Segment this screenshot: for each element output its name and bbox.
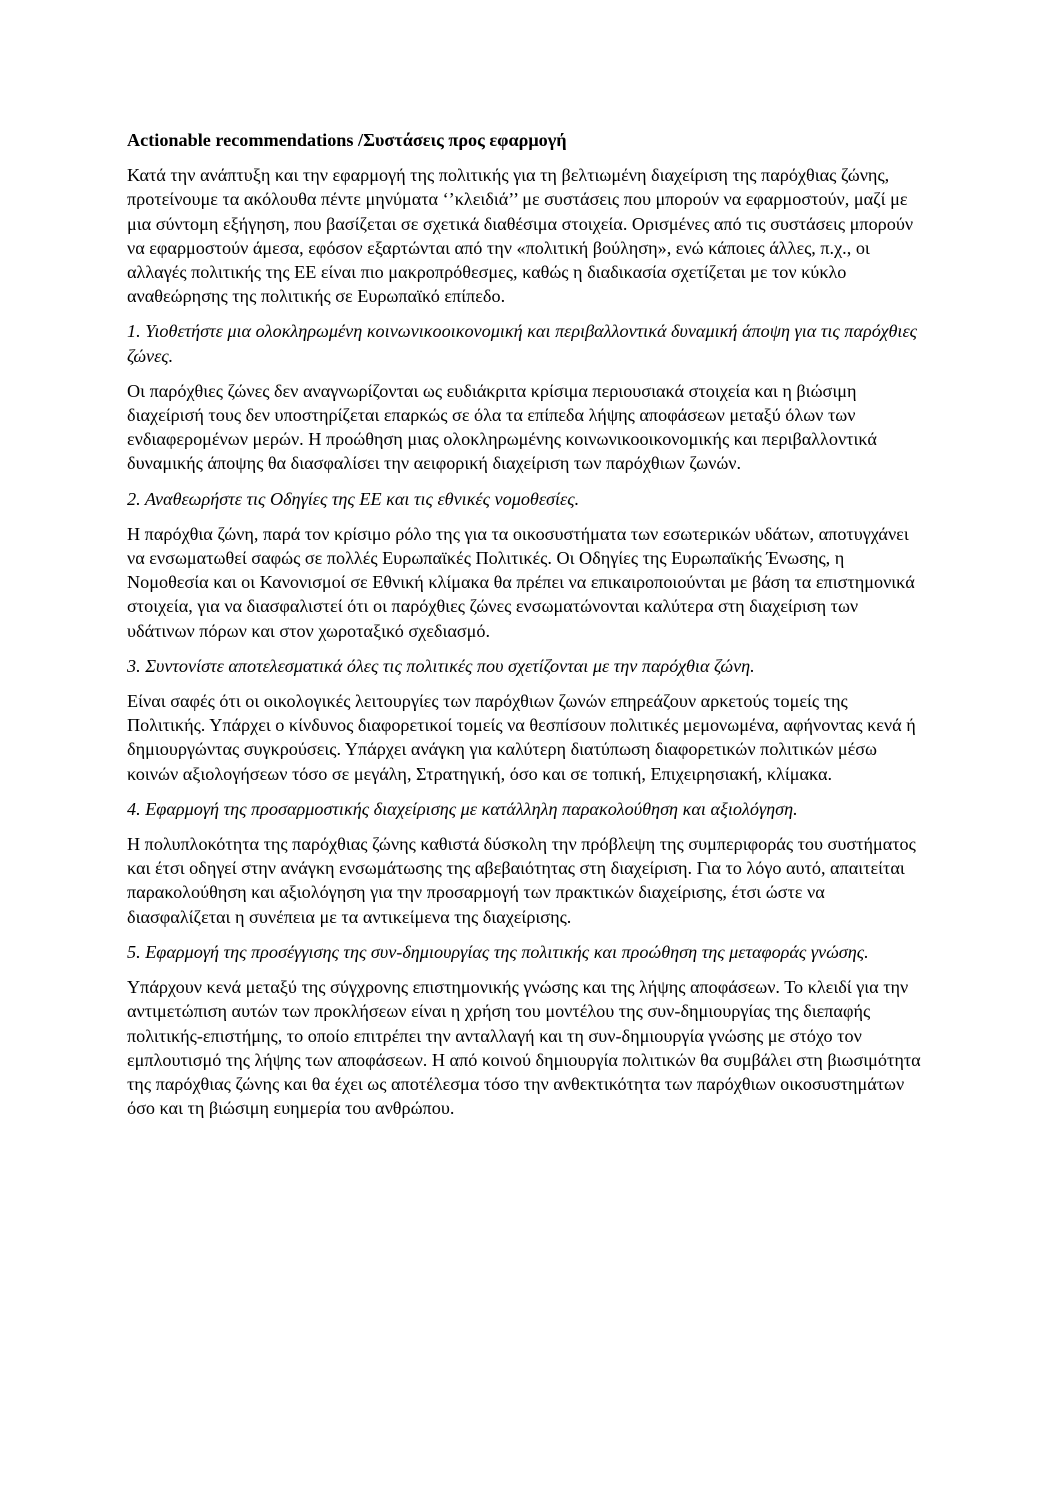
- document-content: [127, 128, 927, 1131]
- section-heading: 3. Συντονίστε αποτελεσματικά όλες τις πολιτικές που σχετίζονται με την παρόχθια ζώνη.: [127, 655, 755, 676]
- section-heading: 4. Εφαρμογή της προσαρμοστικής διαχείρισης με κατάλληλη παρακολούθηση και αξιολόγηση.: [127, 798, 798, 819]
- section-heading: 1. Υιοθετήστε μια ολοκληρωμένη κοινωνικοοικονομική και περιβαλλοντικά δυναμική άποψη για τις παρόχθιες ζώνες.: [127, 321, 918, 366]
- section-heading: 5. Εφαρμογή της προσέγγισης της συν-δημιουργίας της πολιτικής και προώθηση της μεταφοράς γνώσης.: [127, 941, 869, 962]
- section-5: [127, 940, 927, 1120]
- section-body: Η πολυπλοκότητα της παρόχθιας ζώνης καθιστά δύσκολη την πρόβλεψη της συμπεριφοράς του συστήματος και έτσι οδηγεί στην ανάγκη ενσωμάτωσης της αβεβαιότητας στη διαχείριση. Για το λόγο αυτό, απαιτείται παρακολούθηση και αξιολόγηση για την προσαρμογή των πρακτικών διαχείρισης, έτσι ώστε να διασφαλίζεται η συνέπεια με τα αντικείμενα της διαχείρισης.: [127, 834, 916, 927]
- section-heading: 2. Αναθεωρήστε τις Οδηγίες της ΕΕ και τις εθνικές νομοθεσίες.: [127, 488, 580, 509]
- section-2: [127, 487, 927, 643]
- document-title: Actionable recommendations /Συστάσεις προς εφαρμογή: [127, 130, 567, 150]
- section-3: [127, 654, 927, 786]
- section-1: [127, 319, 927, 475]
- section-body: Είναι σαφές ότι οι οικολογικές λειτουργίες των παρόχθιων ζωνών επηρεάζουν αρκετούς τομείς της Πολιτικής. Υπάρχει ο κίνδυνος διαφορετικοί τομείς να θεσπίσουν πολιτικές μεμονωμένα, αφήνοντας κενά ή δημιουργώντας συγκρούσεις. Υπάρχει ανάγκη για καλύτερη διατύπωση διαφορετικών πολιτικών μέσω κοινών αξιολογήσεων τόσο σε μεγάλη, Στρατηγική, όσο και σε τοπική, Επιχειρησιακή, κλίμακα.: [127, 691, 916, 784]
- section-body: Η παρόχθια ζώνη, παρά τον κρίσιμο ρόλο της για τα οικοσυστήματα των εσωτερικών υδάτων, αποτυγχάνει να ενσωματωθεί σαφώς σε πολλές Ευρωπαϊκές Πολιτικές. Οι Οδηγίες της Ευρωπαϊκής Ένωσης, η Νομοθεσία και οι Κανονισμοί σε Εθνική κλίμακα θα πρέπει να επικαιροποιούνται με βάση τα επιστημονικά στοιχεία, για να διασφαλιστεί ότι οι παρόχθιες ζώνες ενσωματώνονται καλύτερα στη διαχείριση των υδάτινων πόρων και στον χωροταξικό σχεδιασμό.: [127, 523, 915, 641]
- section-body: Οι παρόχθιες ζώνες δεν αναγνωρίζονται ως ευδιάκριτα κρίσιμα περιουσιακά στοιχεία και η βιώσιμη διαχείρισή τους δεν υποστηρίζεται επαρκώς σε όλα τα επίπεδα λήψης αποφάσεων μεταξύ όλων των ενδιαφερομένων μερών. Η προώθηση μιας ολοκληρωμένης κοινωνικοοικονομικής και περιβαλλοντικά δυναμικής άποψης θα διασφαλίσει την αειφορική διαχείριση των παρόχθιων ζωνών.: [127, 380, 877, 474]
- section-body: Υπάρχουν κενά μεταξύ της σύγχρονης επιστημονικής γνώσης και της λήψης αποφάσεων. Το κλειδί για την αντιμετώπιση αυτών των προκλήσεων είναι η χρήση του μοντέλου της συν-δημιουργίας της διεπαφής πολιτικής-επιστήμης, το οποίο επιτρέπει την ανταλλαγή και τη συν-δημιουργία γνώσης με στόχο τον εμπλουτισμό της λήψης των αποφάσεων. Η από κοινού δημιουργία πολιτικών θα συμβάλει στη βιωσιμότητα της παρόχθιας ζώνης και θα έχει ως αποτέλεσμα τόσο την ανθεκτικότητα των παρόχθιων οικοσυστημάτων όσο και τη βιώσιμη ευημερία του ανθρώπου.: [127, 977, 921, 1119]
- section-4: [127, 797, 927, 929]
- intro-paragraph: Κατά την ανάπτυξη και την εφαρμογή της πολιτικής για τη βελτιωμένη διαχείριση της παρόχθιας ζώνης, προτείνουμε τα ακόλουθα πέντε μηνύματα ‘’κλειδιά’’ με συστάσεις που μπορούν να εφαρμοστούν, μαζί με μια σύντομη εξήγηση, που βασίζεται σε σχετικά διαθέσιμα στοιχεία. Ορισμένες από τις συστάσεις μπορούν να εφαρμοστούν άμεσα, εφόσον εξαρτώνται από την «πολιτική βούληση», ενώ κάποιες άλλες, π.χ., οι αλλαγές πολιτικής της ΕΕ είναι πιο μακροπρόθεσμες, καθώς η διαδικασία σχετίζεται με τον κύκλο αναθεώρησης της πολιτικής σε Ευρωπαϊκό επίπεδο.: [127, 165, 914, 307]
